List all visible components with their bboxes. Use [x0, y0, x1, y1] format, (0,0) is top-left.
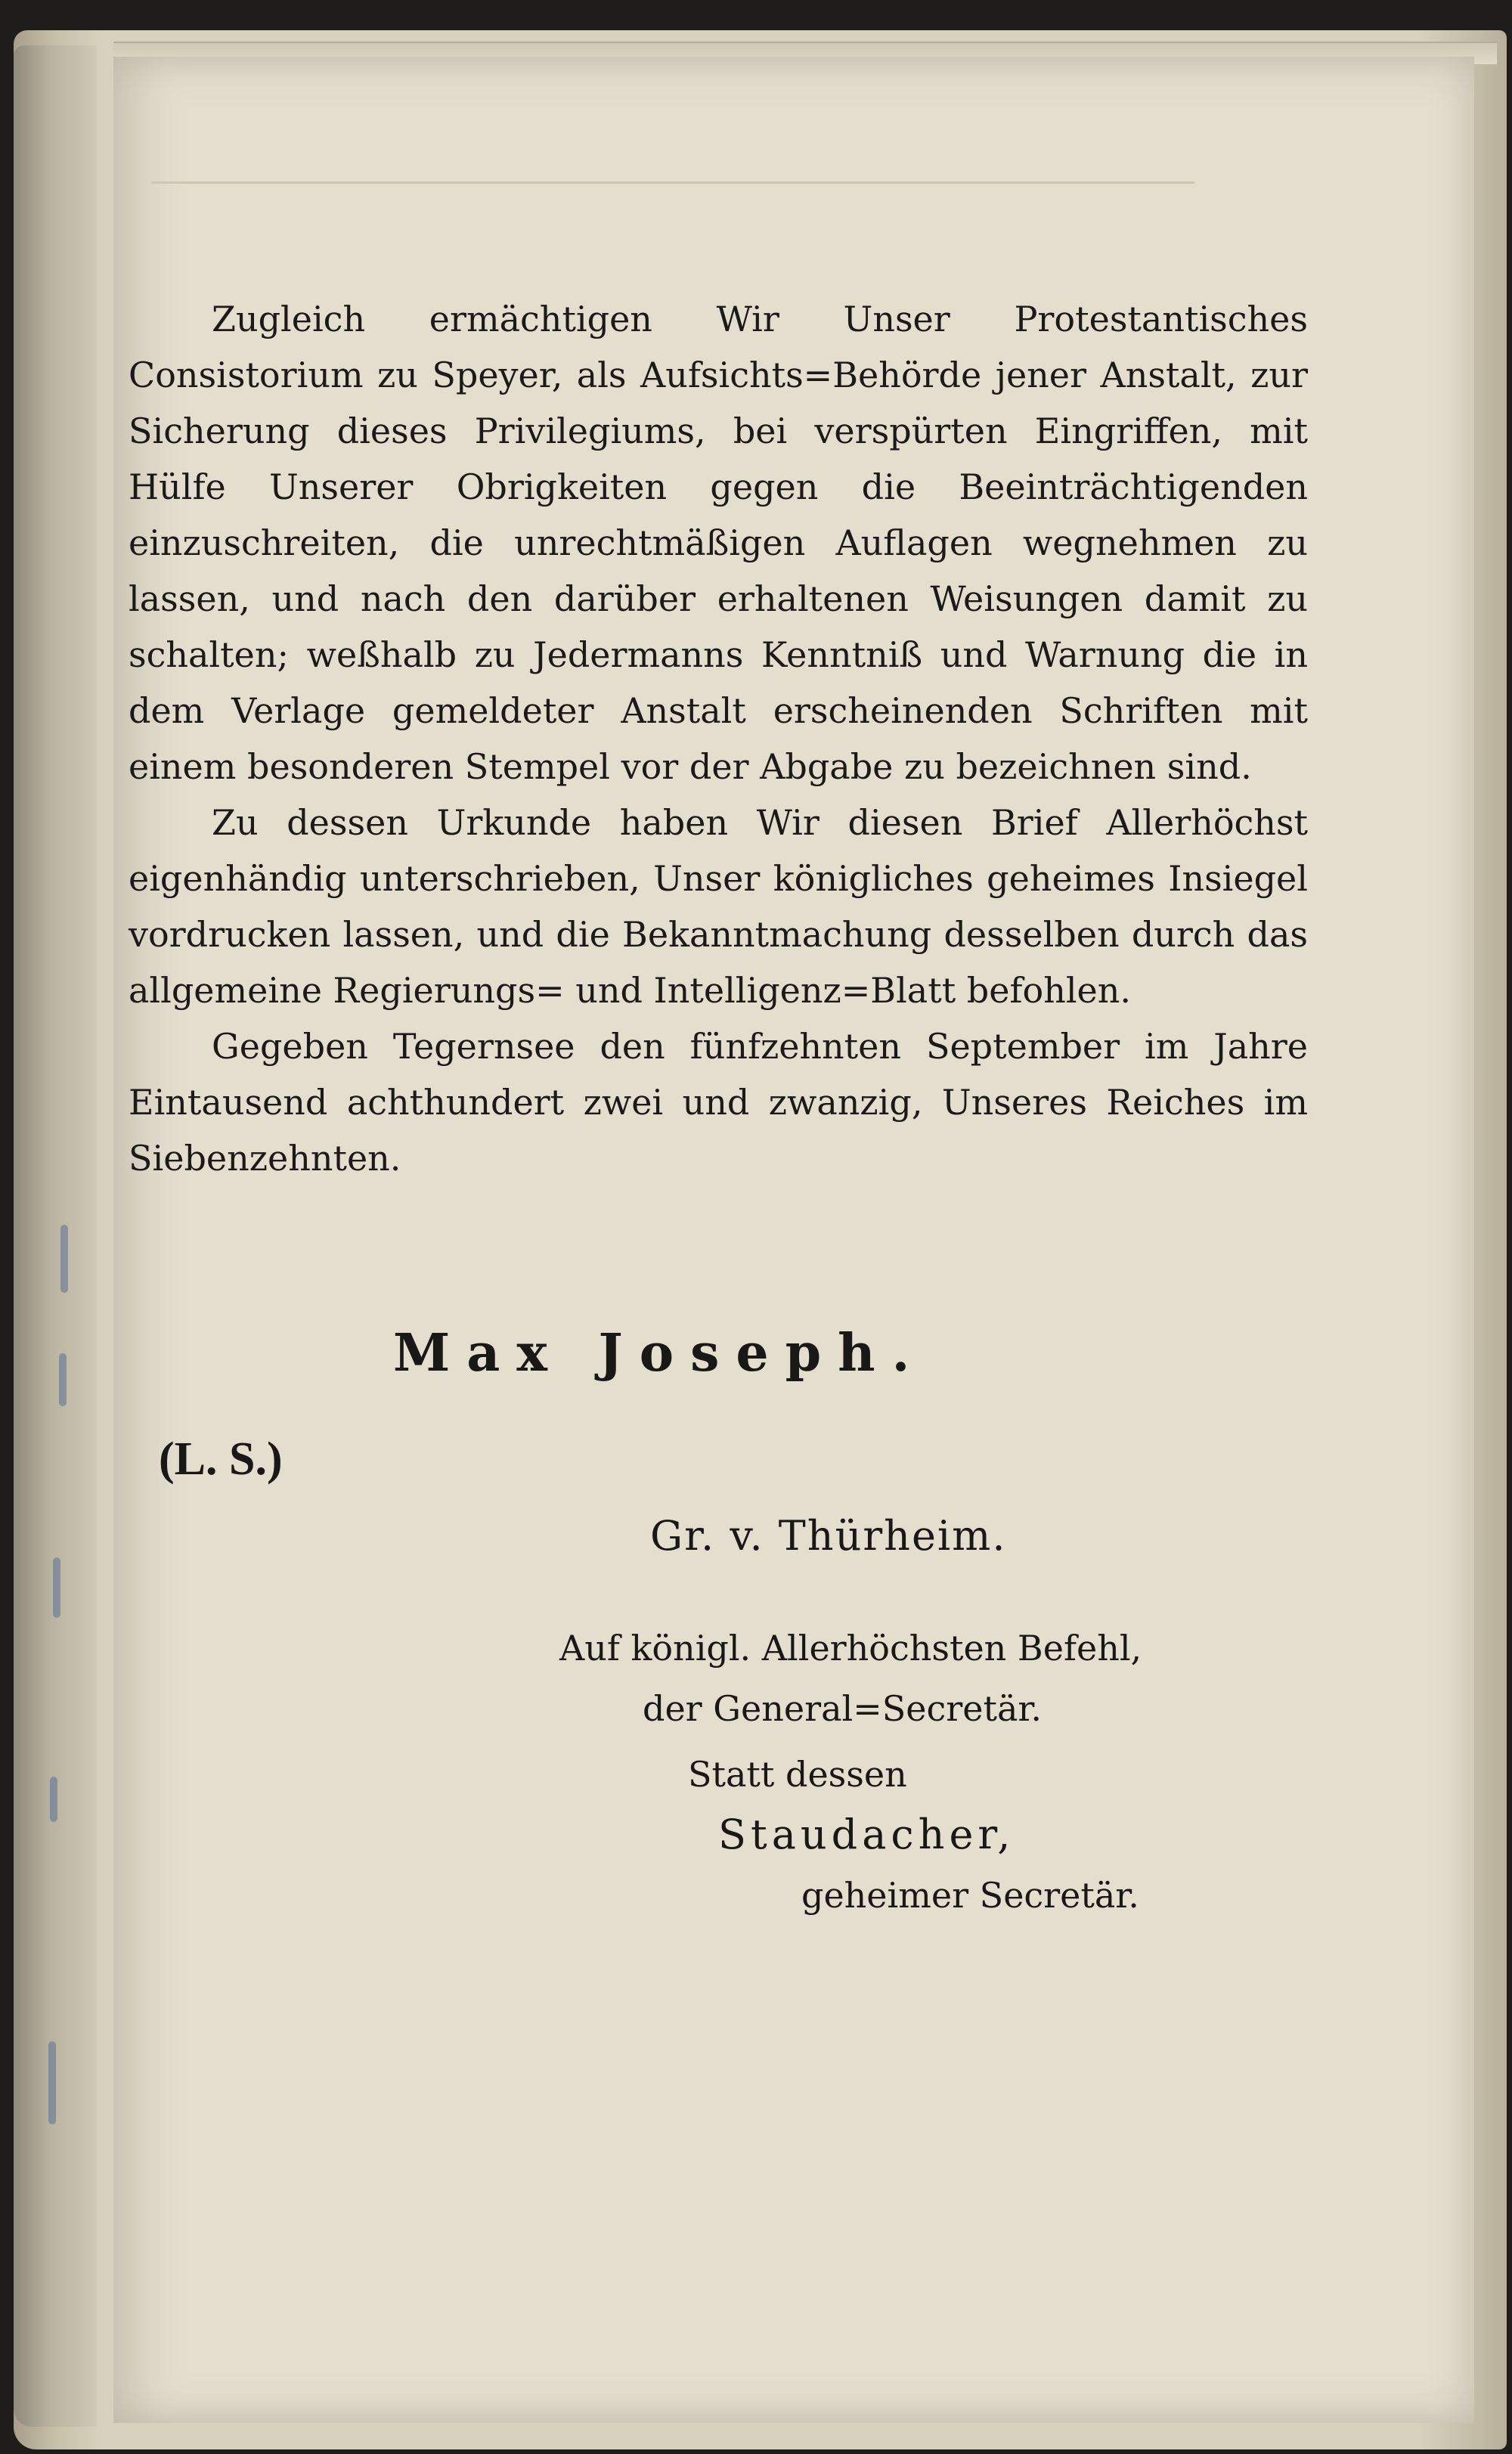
- order-line-2: der General=Secretär.: [643, 1688, 1042, 1729]
- spine-mark: [53, 1557, 60, 1618]
- spine-mark: [59, 1353, 67, 1406]
- header-rule: [151, 181, 1194, 184]
- spine-mark: [50, 1777, 57, 1822]
- body-text: [129, 291, 1308, 1186]
- spine-mark: [48, 2041, 56, 2124]
- paragraph-1: Zugleich ermächtigen Wir Unser Protestantisches Consistorium zu Speyer, als Aufsichts=Behörde jener Anstalt, zur Sicherung dieses Privilegiums, bei verspürten Eingriffen, mit Hülfe Unserer Obrigkeiten gegen die Beeinträchtigenden einzuschreiten, die unrechtmäßigen Auflagen wegnehmen zu lassen, und nach den darüber erhaltenen Weisungen damit zu schalten; weßhalb zu Jedermanns Kenntniß und Warnung die in dem Verlage gemeldeter Anstalt erscheinenden Schriften mit einem besonderen Stempel vor der Abgabe zu bezeichnen sind.: [129, 299, 1308, 787]
- order-block: [559, 1618, 1142, 1739]
- royal-signature: Max Joseph.: [393, 1323, 927, 1383]
- seal-mark: (L. S.): [159, 1433, 283, 1485]
- paragraph-3: Gegeben Tegernsee den fünfzehnten September im Jahre Eintausend achthundert zwei und zwanzig, Unseres Reiches im Siebenzehnten.: [129, 1026, 1308, 1179]
- deputy-name: Staudacher,: [718, 1811, 1015, 1858]
- deputy-title: geheimer Secretär.: [801, 1875, 1139, 1916]
- order-line-1: Auf königl. Allerhöchsten Befehl,: [559, 1628, 1142, 1669]
- paragraph-2: Zu dessen Urkunde haben Wir diesen Brief Allerhöchst eigenhändig unterschrieben, Unser königliches geheimes Insiegel vordrucken lassen, und die Bekanntmachung desselben durch das allgemeine Regierungs= und Intelligenz=Blatt befohlen.: [129, 802, 1308, 1011]
- in-stead-line: Statt dessen: [688, 1754, 907, 1795]
- spine-mark: [60, 1225, 68, 1293]
- countersignature: Gr. v. Thürheim.: [650, 1512, 1007, 1560]
